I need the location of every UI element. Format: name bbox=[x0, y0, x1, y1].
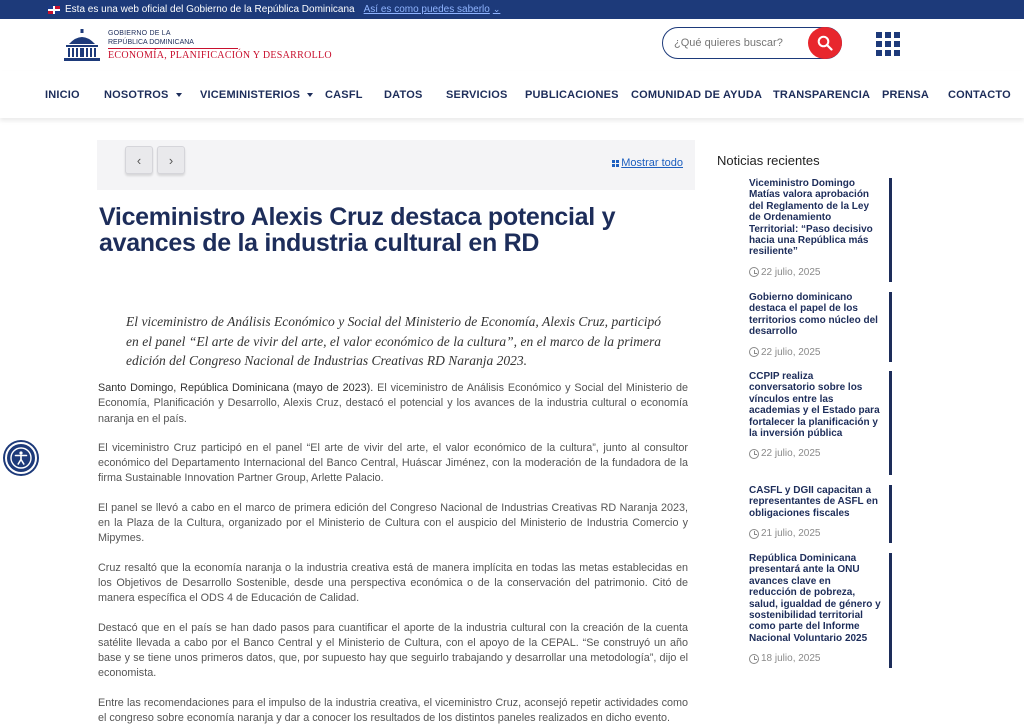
article-paragraph: Entre las recomendaciones para el impulso de la industria creativa, el viceministro Cruz, aconsejó repetir actividades como el congreso sobre economía naranja y dar a conocer los resultados de los distintos paneles realizados en dicho evento. bbox=[98, 696, 688, 725]
recent-news-item[interactable] bbox=[749, 485, 892, 543]
nav-item-publicaciones[interactable] bbox=[525, 71, 619, 118]
search-input[interactable] bbox=[674, 37, 802, 49]
show-all-link[interactable] bbox=[612, 157, 683, 169]
article-title: Viceministro Alexis Cruz destaca potencial y avances de la industria cultural en RD bbox=[99, 203, 616, 257]
news-date-text: 22 julio, 2025 bbox=[761, 266, 821, 278]
news-headline[interactable]: República Dominicana presentará ante la ONU avances clave en reducción de pobreza, salud, igualdad de género y sostenibilidad territorial como parte del Informe Nacional Voluntario 2025 bbox=[749, 553, 881, 644]
nav-item-comunidad-de-ayuda[interactable] bbox=[631, 71, 762, 118]
sidebar-title: Noticias recientes bbox=[717, 153, 820, 168]
nav-item-label: COMUNIDAD DE AYUDA bbox=[631, 88, 763, 101]
article-paragraph bbox=[98, 381, 688, 427]
news-headline[interactable]: CASFL y DGII capacitan a representantes de ASFL en obligaciones fiscales bbox=[749, 485, 878, 519]
nav-item-label: INICIO bbox=[45, 88, 80, 101]
post-pager bbox=[97, 140, 695, 190]
main-nav bbox=[0, 71, 1024, 118]
nav-item-label: VICEMINISTERIOS bbox=[200, 88, 301, 101]
logo-line-2: REPÚBLICA DOMINICANA bbox=[108, 39, 238, 49]
gov-banner bbox=[0, 0, 1024, 19]
article-lead: El viceministro de Análisis Económico y Social del Ministerio de Economía, Alexis Cruz, participó en el panel “El arte de vivir del arte, el valor económico de la cultura”, en el marco de la primera edición del Congreso Nacional de Industrias Creativas RD Naranja 2023. bbox=[126, 314, 661, 368]
recent-news-item[interactable] bbox=[749, 292, 892, 362]
nav-item-inicio[interactable] bbox=[45, 71, 80, 118]
search-icon bbox=[817, 35, 833, 51]
clock-icon bbox=[749, 449, 759, 459]
news-date bbox=[749, 528, 881, 539]
news-date bbox=[749, 653, 881, 664]
article-paragraph: Cruz resaltó que la economía naranja o la industria creativa está de manera implícita en todas las metas establecidas en los Objetivos de Desarrollo Sostenible, desde una perspectiva económica o de la conservación del patrimonio. Citó de manera específica el ODS 4 de Educación de Calidad. bbox=[98, 561, 688, 605]
chevron-left-icon: ‹ bbox=[136, 152, 142, 168]
gov-banner-link-label: Así es como puedes saberlo bbox=[363, 4, 490, 15]
nav-item-label: SERVICIOS bbox=[446, 88, 508, 101]
nav-item-label: NOSOTROS bbox=[104, 88, 169, 101]
news-date-text: 22 julio, 2025 bbox=[761, 448, 821, 460]
logo-wordmark bbox=[108, 30, 332, 61]
caret-down-icon bbox=[307, 93, 313, 97]
logo-line-3: ECONOMÍA, PLANIFICACIÓN Y DESARROLLO bbox=[108, 49, 332, 61]
recent-news-item[interactable] bbox=[749, 178, 892, 282]
news-headline[interactable]: CCPIP realiza conversatorio sobre los vínculos entre las academias y el Estado para fortalecer la planificación y la inversión pública bbox=[749, 371, 880, 440]
apps-grid-icon[interactable] bbox=[876, 32, 900, 56]
chevron-right-icon: › bbox=[168, 152, 174, 168]
nav-item-label: PUBLICACIONES bbox=[525, 88, 619, 101]
nav-item-prensa[interactable] bbox=[882, 71, 929, 118]
search-button[interactable] bbox=[808, 27, 842, 59]
accessibility-button[interactable] bbox=[5, 442, 37, 474]
nav-item-datos[interactable] bbox=[384, 71, 423, 118]
next-post-button[interactable] bbox=[157, 146, 185, 174]
nav-item-label: CONTACTO bbox=[948, 88, 1011, 101]
palace-icon bbox=[63, 28, 101, 62]
nav-item-casfl[interactable] bbox=[325, 71, 363, 118]
news-date bbox=[749, 347, 881, 358]
news-headline[interactable]: Gobierno dominicano destaca el papel de los territorios como núcleo del desarrollo bbox=[749, 292, 878, 338]
grid-icon bbox=[612, 160, 619, 167]
show-all-label: Mostrar todo bbox=[621, 157, 683, 169]
logo-line-1: GOBIERNO DE LA bbox=[108, 29, 171, 37]
chevron-down-icon: ⌄ bbox=[492, 4, 501, 14]
search-box bbox=[662, 27, 842, 59]
clock-icon bbox=[749, 347, 759, 357]
nav-item-viceministerios[interactable] bbox=[200, 71, 313, 118]
news-date-text: 22 julio, 2025 bbox=[761, 346, 821, 358]
nav-item-transparencia[interactable] bbox=[773, 71, 870, 118]
nav-item-label: PRENSA bbox=[882, 88, 930, 101]
news-date-text: 21 julio, 2025 bbox=[761, 528, 821, 540]
nav-item-contacto[interactable] bbox=[948, 71, 1011, 118]
nav-item-servicios[interactable] bbox=[446, 71, 508, 118]
gov-banner-text: Esta es una web oficial del Gobierno de la República Dominicana bbox=[65, 4, 355, 15]
gov-banner-link[interactable] bbox=[364, 4, 501, 15]
dateline: Santo Domingo, República Dominicana (mayo de 2023). bbox=[98, 382, 374, 394]
article-paragraph: El viceministro Cruz participó en el panel “El arte de vivir del arte, el valor económico de la cultura”, junto al consultor económico del Departamento Internacional del Banco Central, Huáscar Jiménez, con la moderación de la fundadora de la firma Sustainable Innovation Partner Group, Arlette Palacio. bbox=[98, 441, 688, 485]
article-paragraph: El panel se llevó a cabo en el marco de primera edición del Congreso Nacional de Industrias Creativas RD Naranja 2023, en la Plaza de la Cultura, organizado por el Ministerio de Cultura con el auspicio del Ministerio de Industria Comercio y Mipymes. bbox=[98, 501, 688, 545]
clock-icon bbox=[749, 654, 759, 664]
site-header bbox=[0, 19, 1024, 71]
nav-item-label: TRANSPARENCIA bbox=[773, 88, 871, 101]
news-date bbox=[749, 448, 881, 459]
recent-news-item[interactable] bbox=[749, 553, 892, 668]
clock-icon bbox=[749, 267, 759, 277]
news-date-text: 18 julio, 2025 bbox=[761, 653, 821, 665]
news-headline[interactable]: Viceministro Domingo Matías valora aprobación del Reglamento de la Ley de Ordenamiento Territorial: “Paso decisivo hacia una República más resiliente” bbox=[749, 178, 873, 258]
clock-icon bbox=[749, 529, 759, 539]
nav-item-nosotros[interactable] bbox=[104, 71, 182, 118]
article-paragraph: Destacó que en el país se han dado pasos para cuantificar el aporte de la industria cultural con la creación de la cuenta satélite llevada a cabo por el Banco Central y el Ministerio de Cultura, con el apoyo de la CEPAL. “Se construyó un año base y se tiene unos primeros datos, que, por supuesto hay que seguirlo trabajando y desarrollar una metodología”, dijo el economista. bbox=[98, 621, 688, 680]
news-date bbox=[749, 267, 881, 278]
paragraph-text: El viceministro de Análisis Económico y Social del Ministerio de Economía, Planificación y Desarrollo, Alexis Cruz, destacó el potencial y los avances de la industria cultural o economía naranja en el país. bbox=[98, 382, 688, 425]
site-logo[interactable] bbox=[63, 28, 332, 62]
caret-down-icon bbox=[176, 93, 182, 97]
dominican-flag-icon bbox=[48, 6, 60, 14]
previous-post-button[interactable] bbox=[125, 146, 153, 174]
recent-news-item[interactable] bbox=[749, 371, 892, 475]
nav-item-label: DATOS bbox=[384, 88, 423, 101]
article-body bbox=[98, 381, 688, 728]
accessibility-icon bbox=[10, 447, 32, 469]
nav-item-label: CASFL bbox=[325, 88, 363, 101]
